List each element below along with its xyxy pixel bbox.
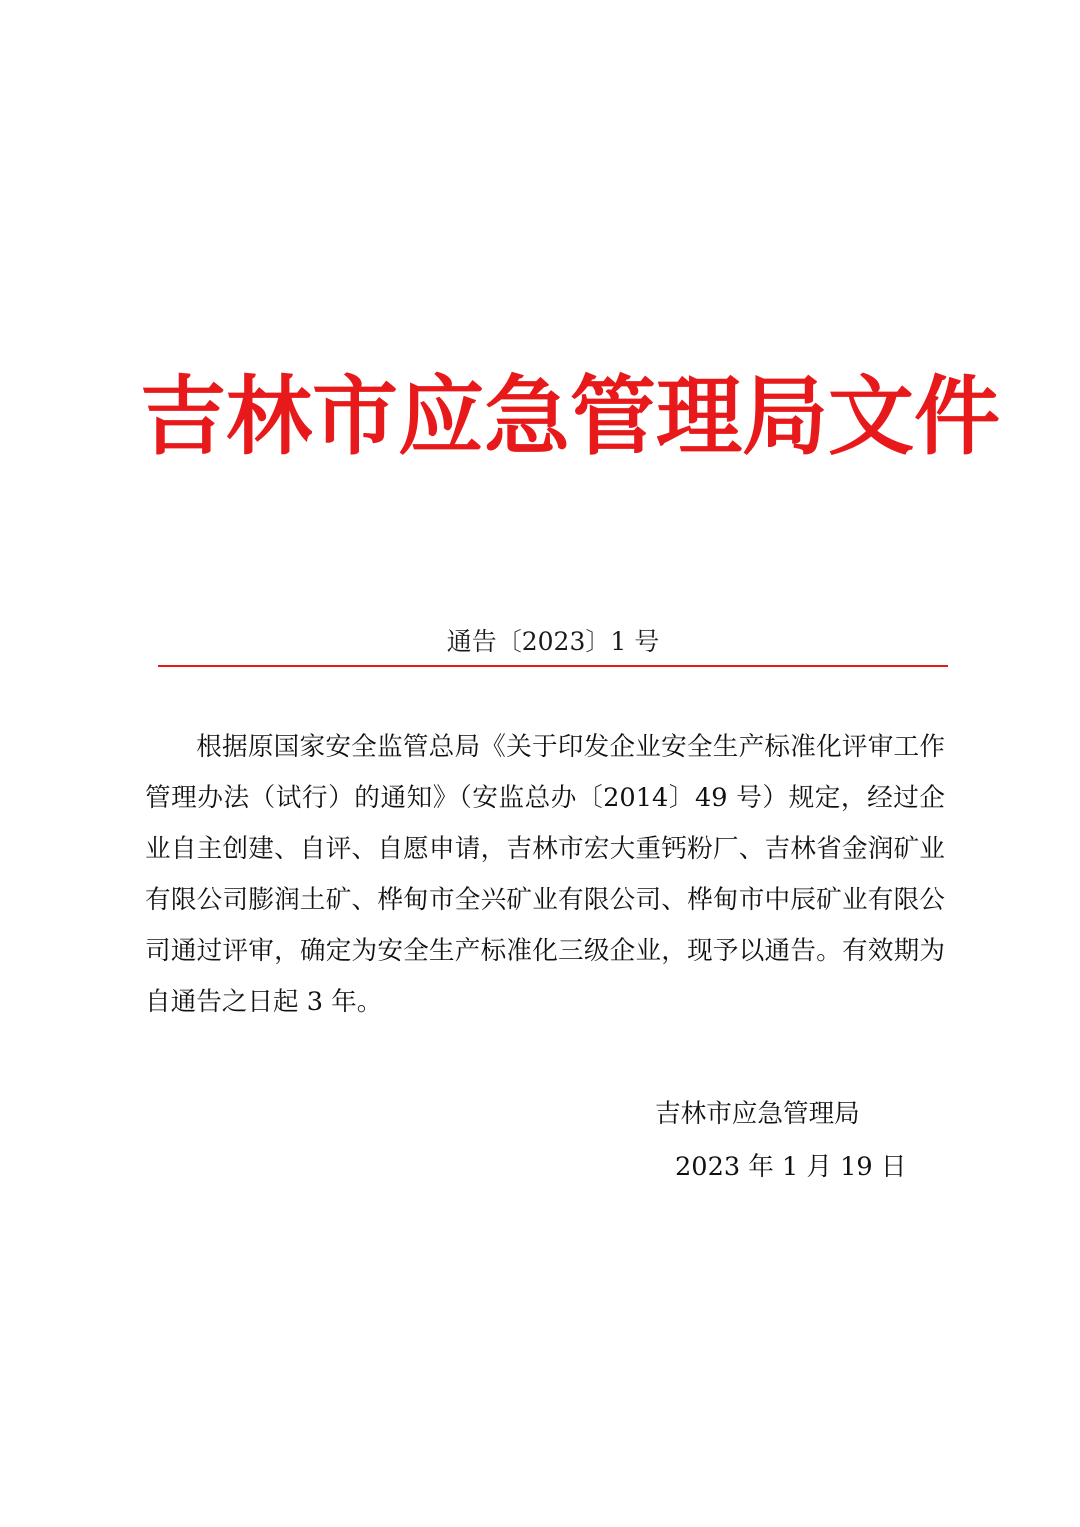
body-paragraph: 根据原国家安全监管总局《关于印发企业安全生产标准化评审工作管理办法（试行）的通知》（安监总办〔2014〕49 号）规定，经过企业自主创建、自评、自愿申请，吉林市宏大重钙粉厂、吉林省金润矿业有限公司膨润土矿、桦甸市全兴矿业有限公司、桦甸市中辰矿业有限公司通过评审，确定为安全生产标准化三级企业，现予以通告。有效期为自通告之日起 3 年。 xyxy=(145,732,945,1017)
issue-date: 2023 年 1 月 19 日 xyxy=(675,1152,907,1182)
document-number: 通告〔2023〕1 号 xyxy=(446,627,660,656)
document-header-title: 吉林市应急管理局文件 xyxy=(140,367,1000,467)
red-divider-line xyxy=(158,665,948,667)
issuer-signature: 吉林市应急管理局 xyxy=(655,1099,860,1129)
